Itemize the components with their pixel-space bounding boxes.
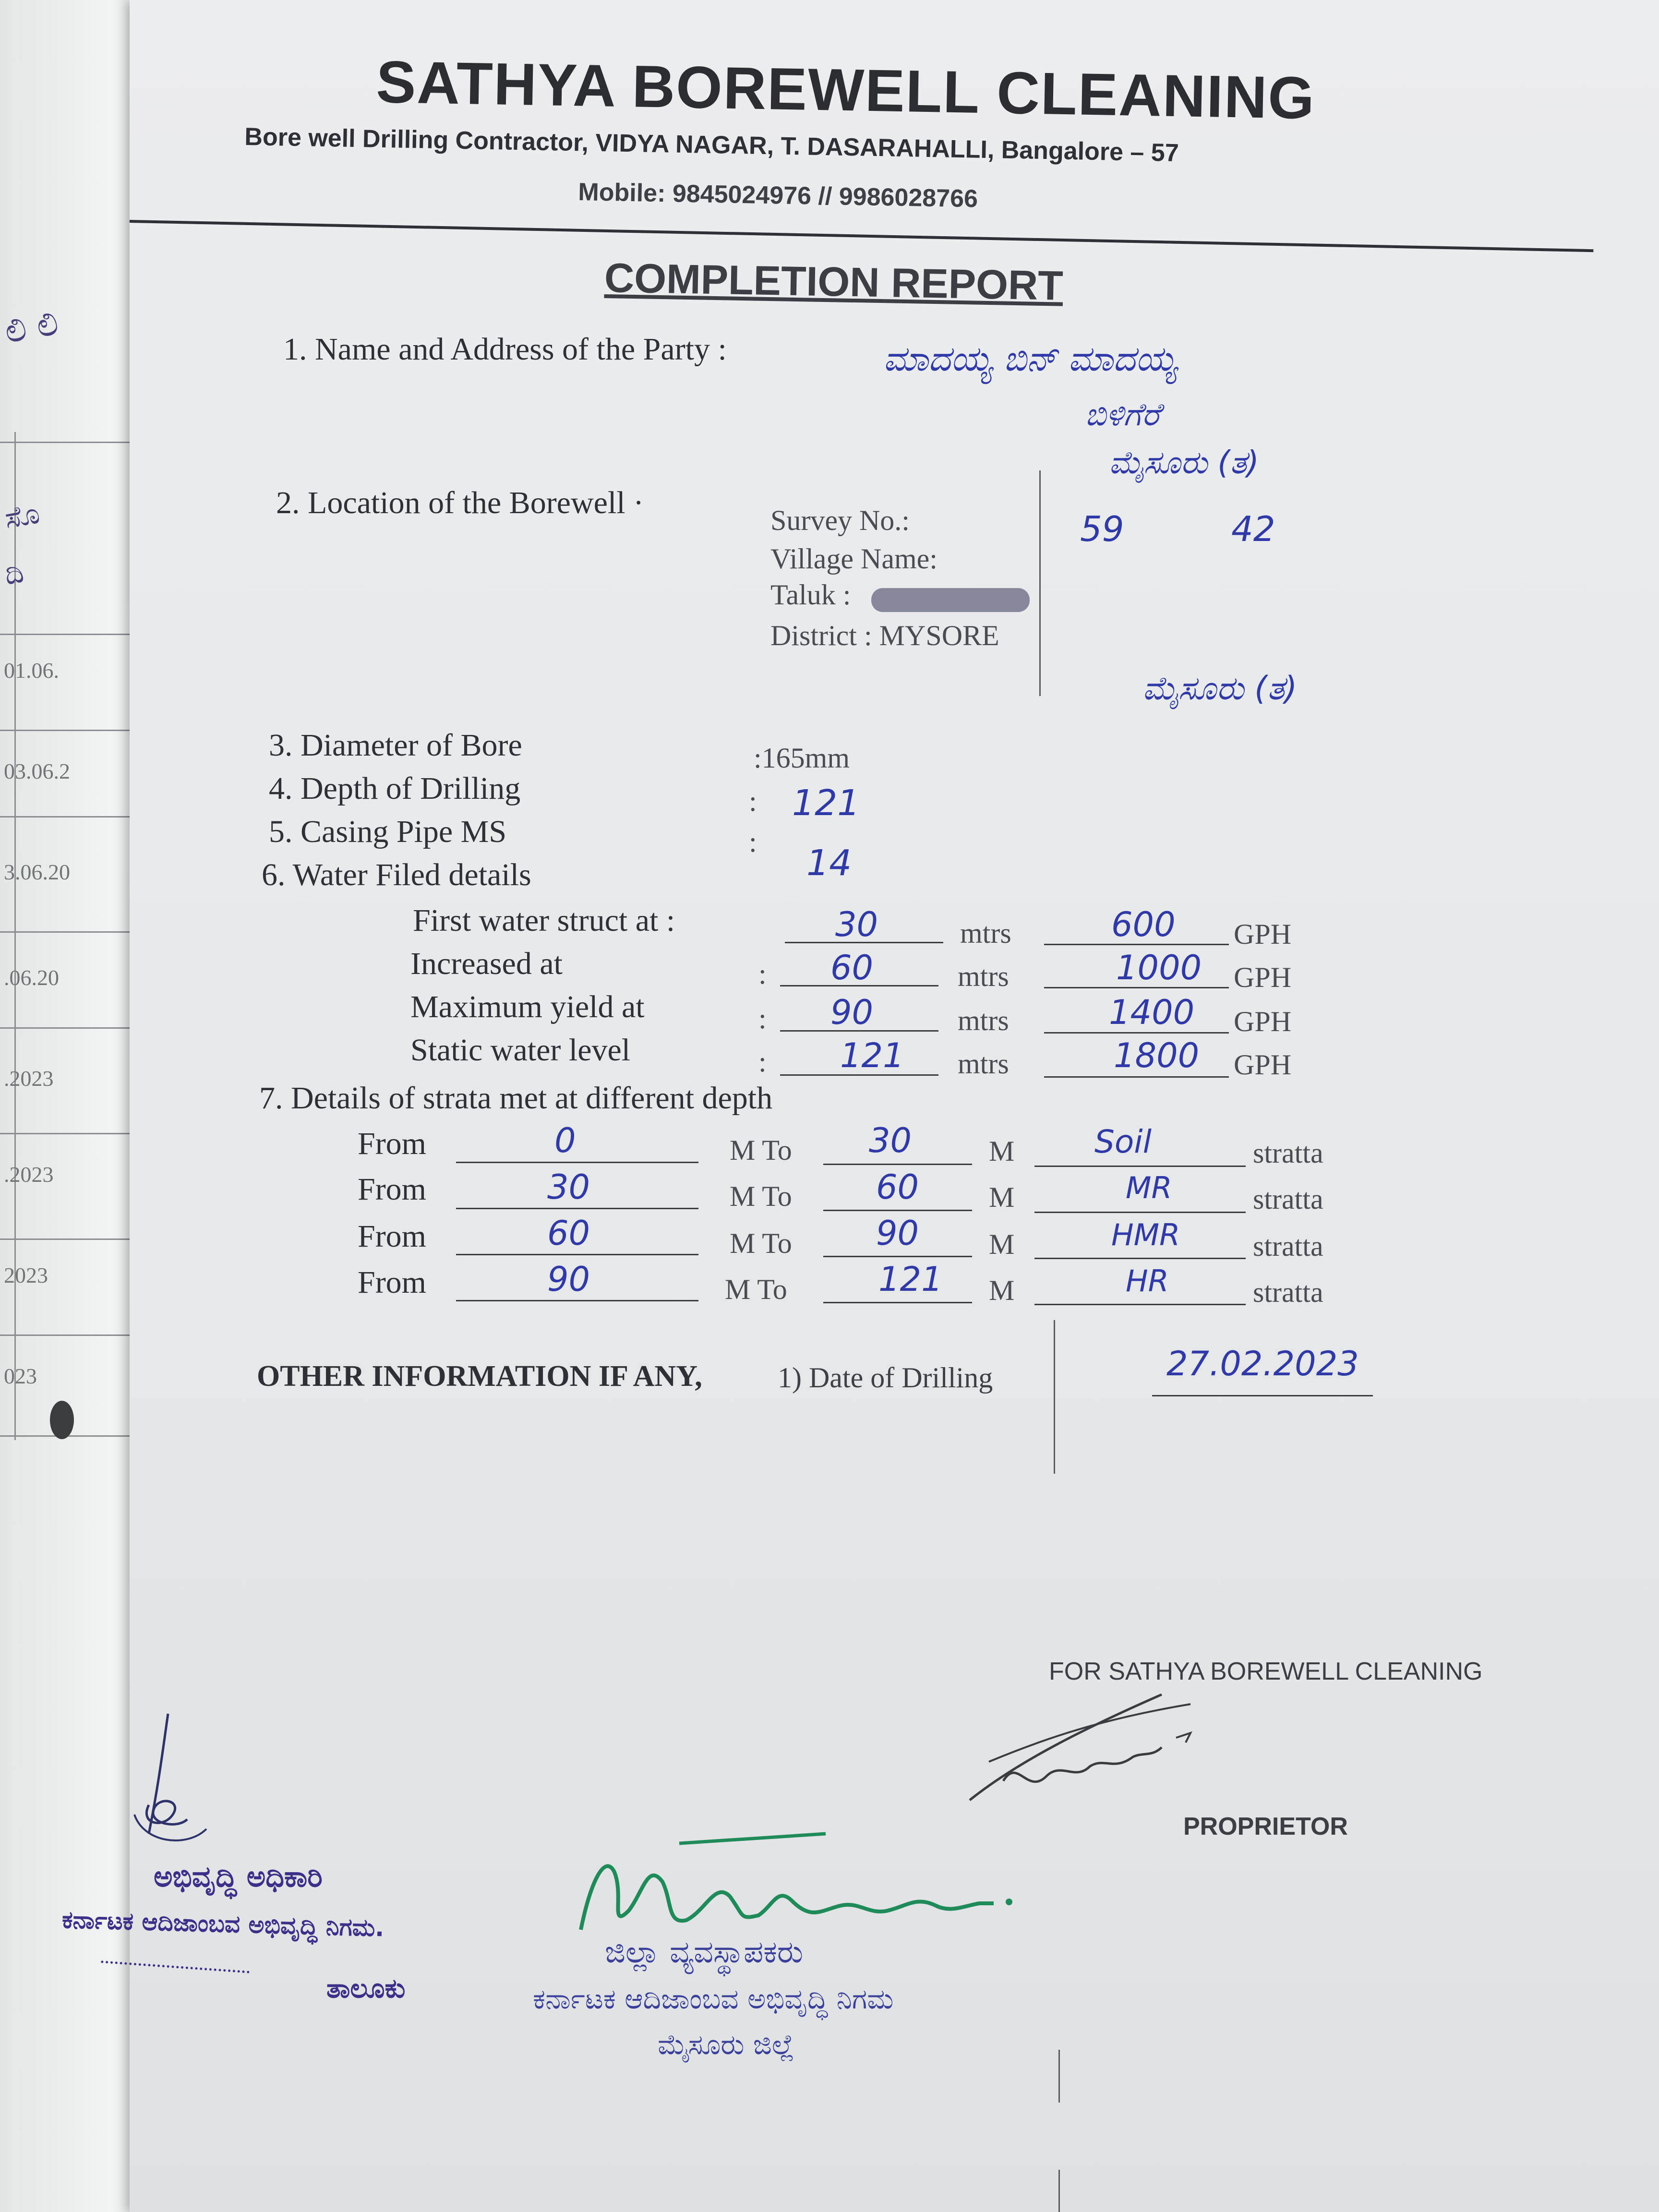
report-title: COMPLETION REPORT: [604, 254, 1064, 309]
water-row-mtrs-unit: mtrs: [960, 917, 1011, 949]
water-row-mtrs-unit: mtrs: [958, 1005, 1009, 1036]
strata-to-line: [823, 1164, 972, 1165]
party-village-handwritten: ಬಿಳಿಗೆರೆ: [1085, 396, 1160, 433]
date-of-drilling-line: [1152, 1395, 1373, 1396]
stamp-left-org: ಕರ್ನಾಟಕ ಆದಿಜಾಂಬವ ಅಭಿವೃದ್ಧಿ ನಿಗಮ.: [61, 1906, 385, 1942]
previous-page-rule: [0, 1133, 149, 1134]
water-details-label: 6. Water Filed details: [262, 857, 531, 892]
water-row-mtrs-unit: mtrs: [958, 1048, 1009, 1080]
previous-page-date-fragment: .2023: [4, 1066, 54, 1091]
strata-to-line: [823, 1302, 972, 1303]
fold-mark: [1058, 2170, 1060, 2212]
stamp-center-district: ಮೈಸೂರು ಜಿಲ್ಲೆ: [658, 2028, 794, 2061]
taluk-label: Taluk :: [770, 579, 851, 611]
strata-from-value: 30: [547, 1167, 590, 1207]
strata-from-value: 90: [547, 1260, 590, 1299]
water-row-gph: 600: [1111, 905, 1176, 944]
previous-page-date-fragment: .2023: [4, 1162, 54, 1187]
district-manager-signature: [571, 1824, 1176, 1949]
depth-label: 4. Depth of Drilling: [269, 771, 521, 806]
casing-label: 5. Casing Pipe MS: [269, 814, 507, 849]
district-handwritten: ಮೈಸೂರು (ತ): [1142, 670, 1298, 708]
water-row-mtrs: 60: [830, 948, 874, 987]
water-row-label: Static water level: [410, 1033, 631, 1068]
stamp-center-title: ಜಿಲ್ಲಾ ವ್ಯವಸ್ಥಾಪಕರು: [605, 1935, 804, 1970]
water-row-colon: :: [758, 1046, 767, 1078]
other-info-label: OTHER INFORMATION IF ANY,: [257, 1360, 702, 1393]
water-row-label: Increased at: [410, 946, 563, 981]
strata-from-line: [456, 1208, 698, 1209]
stamp-center-org: ಕರ್ನಾಟಕ ಆದಿಜಾಂಬವ ಅಭಿವೃದ್ಧಿ ನಿಗಮ: [533, 1983, 894, 2015]
strata-to-value: 60: [876, 1167, 919, 1207]
fold-mark: [1054, 1320, 1055, 1474]
strata-from-label: From: [358, 1265, 427, 1300]
water-row-gph-unit: GPH: [1234, 1049, 1292, 1081]
water-row-label: First water struct at :: [413, 903, 675, 938]
water-row-mtrs: 121: [840, 1036, 904, 1075]
strata-to-label: M To: [730, 1227, 792, 1259]
strata-from-line: [456, 1254, 698, 1255]
depth-colon: :: [749, 785, 757, 817]
water-row-gph-line: [1044, 1076, 1229, 1078]
strata-m-label: M: [989, 1274, 1015, 1306]
strata-m-label: M: [989, 1228, 1015, 1260]
strata-from-value: 0: [554, 1121, 576, 1160]
previous-page-rule: [0, 634, 149, 635]
officer-signature: [91, 1709, 235, 1853]
water-row-gph-line: [1044, 1032, 1229, 1034]
previous-page-date-fragment: 2023: [4, 1263, 48, 1287]
company-name: SATHYA BOREWELL CLEANING: [375, 48, 1316, 132]
strata-type-line: [1034, 1212, 1246, 1213]
previous-page-rule: [0, 1238, 149, 1240]
strata-to-label: M To: [730, 1134, 792, 1166]
stamp-left-taluk: ತಾಲೂಕು: [326, 1973, 406, 2004]
previous-page-rule: [0, 1027, 149, 1029]
contractor-address: Bore well Drilling Contractor, VIDYA NAGAR, T. DASARAHALLI, Bangalore – 57: [244, 122, 1179, 167]
water-row-mtrs-unit: mtrs: [958, 961, 1009, 992]
strata-from-line: [456, 1162, 698, 1163]
water-row-gph: 1000: [1116, 948, 1202, 987]
previous-page-handwriting: ಲಿ ಲಿ: [1, 302, 61, 351]
previous-page-date-fragment: 3.06.20: [4, 860, 70, 884]
strata-stratta-label: stratta: [1253, 1183, 1323, 1215]
header-divider: [130, 220, 1594, 252]
strata-stratta-label: stratta: [1253, 1230, 1323, 1262]
survey-number-1: 59: [1080, 509, 1124, 549]
strata-m-label: M: [989, 1135, 1015, 1167]
party-taluk-handwritten: ಮೈಸೂರು (ತ): [1109, 444, 1259, 481]
previous-page-date-fragment: 03.06.2: [4, 759, 70, 783]
company-mobile: Mobile: 9845024976 // 9986028766: [577, 178, 978, 213]
strata-from-label: From: [358, 1219, 427, 1254]
fold-mark: [1058, 2050, 1060, 2103]
strata-type-value: MR: [1126, 1170, 1172, 1205]
water-row-mtrs: 30: [835, 905, 878, 944]
strata-type-line: [1034, 1304, 1246, 1305]
village-label: Village Name:: [770, 543, 938, 575]
strata-m-label: M: [989, 1181, 1015, 1213]
completion-report-page: [61, 0, 1659, 2212]
water-row-gph-unit: GPH: [1234, 962, 1292, 993]
survey-number-2: 42: [1231, 509, 1275, 549]
previous-page-rule: [0, 1435, 149, 1437]
water-row-gph-unit: GPH: [1234, 1006, 1292, 1037]
strata-to-label: M To: [730, 1180, 792, 1212]
strata-stratta-label: stratta: [1253, 1137, 1323, 1169]
previous-page-handwriting: ಸೊ: [2, 496, 43, 536]
strata-to-value: 90: [876, 1214, 919, 1253]
previous-page-rule: [0, 1334, 149, 1336]
depth-value: 121: [792, 782, 860, 824]
water-row-colon: :: [758, 1003, 767, 1034]
strata-stratta-label: stratta: [1253, 1276, 1323, 1308]
strata-from-label: From: [358, 1126, 427, 1161]
stamp-left-title: ಅಭಿವೃದ್ಧಿ ಅಧಿಕಾರಿ: [154, 1860, 323, 1894]
date-of-drilling-label: 1) Date of Drilling: [778, 1362, 993, 1394]
previous-page-rule: [0, 730, 149, 731]
diameter-value: :165mm: [754, 742, 850, 774]
strata-from-line: [456, 1300, 698, 1301]
fold-mark: [1039, 470, 1041, 696]
strata-to-line: [823, 1256, 972, 1257]
previous-page-date-fragment: .06.20: [4, 965, 59, 990]
binder-hole: [50, 1401, 74, 1439]
diameter-label: 3. Diameter of Bore: [269, 728, 522, 763]
strata-type-value: HMR: [1111, 1217, 1180, 1252]
strata-from-value: 60: [547, 1214, 590, 1253]
strata-to-label: M To: [725, 1274, 787, 1305]
taluk-redaction: [871, 588, 1030, 612]
previous-page-rule: [0, 931, 149, 933]
strata-to-value: 121: [878, 1260, 943, 1299]
for-company-label: FOR SATHYA BOREWELL CLEANING: [1049, 1658, 1483, 1685]
district-label: District : MYSORE: [770, 620, 999, 651]
strata-type-value: Soil: [1094, 1123, 1152, 1160]
strata-from-label: From: [358, 1172, 427, 1207]
previous-page-rule: [0, 816, 149, 817]
party-name-handwritten: ಮಾದಯ್ಯ ಬಿನ್ ಮಾದಯ್ಯ: [883, 338, 1178, 379]
water-row-label: Maximum yield at: [410, 989, 645, 1024]
strata-label: 7. Details of strata met at different depth: [259, 1081, 773, 1116]
proprietor-signature: [960, 1685, 1229, 1810]
water-row-gph: 1400: [1109, 993, 1195, 1032]
location-label: 2. Location of the Borewell ·: [276, 485, 644, 520]
water-row-colon: :: [758, 958, 767, 990]
previous-page-handwriting: ದಿ: [2, 555, 26, 592]
party-label: 1. Name and Address of the Party :: [283, 332, 727, 367]
water-row-gph-unit: GPH: [1234, 918, 1292, 950]
casing-value: 14: [806, 842, 852, 884]
water-row-mtrs: 90: [830, 993, 874, 1032]
date-of-drilling-value: 27.02.2023: [1166, 1344, 1359, 1383]
proprietor-label: PROPRIETOR: [1183, 1813, 1348, 1840]
previous-page-rule: [0, 442, 149, 443]
strata-type-line: [1034, 1258, 1246, 1259]
casing-colon: :: [749, 826, 757, 858]
strata-type-line: [1034, 1166, 1246, 1167]
strata-to-value: 30: [869, 1121, 912, 1160]
strata-to-line: [823, 1210, 972, 1211]
strata-type-value: HR: [1126, 1263, 1169, 1298]
previous-page-date-fragment: 023: [4, 1364, 37, 1388]
survey-label: Survey No.:: [770, 505, 910, 536]
previous-page-date-fragment: 01.06.: [4, 658, 59, 683]
water-row-gph: 1800: [1114, 1036, 1200, 1075]
